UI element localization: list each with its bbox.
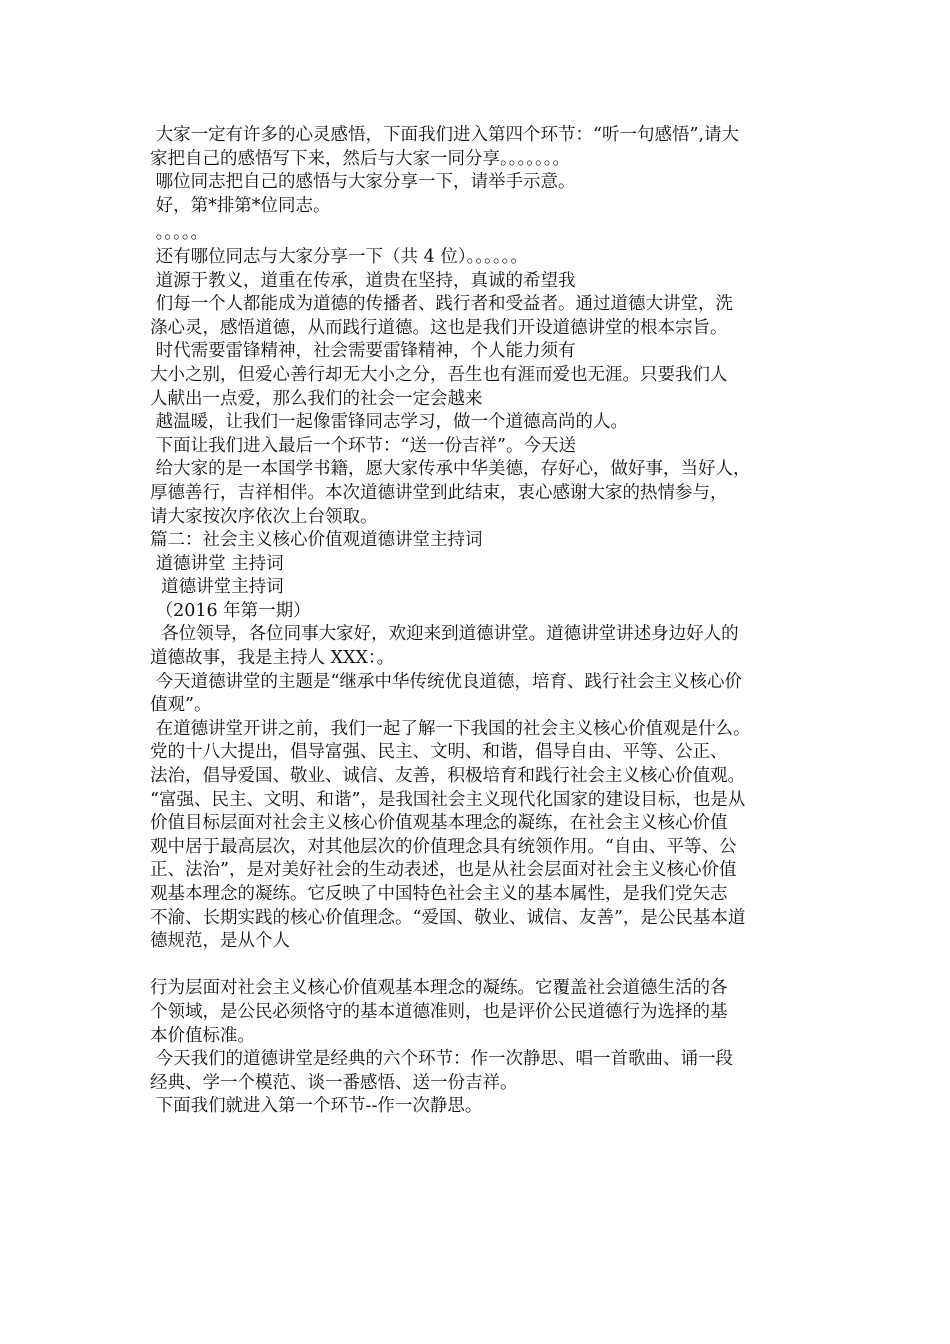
text-line: 还有哪位同志与大家分享一下（共 4 位）。。。。。。: [150, 246, 528, 267]
text-line: 价值目标层面对社会主义核心价值观基本理念的凝练，在社会主义核心价值: [150, 813, 728, 834]
text-line: 。。。。。: [150, 223, 209, 244]
text-line: 厚德善行，吉祥相伴。本次道德讲堂到此结束，衷心感谢大家的热情参与，: [150, 482, 728, 503]
text-line: “富强、民主、文明、和谐”，是我国社会主义现代化国家的建设目标，也是从: [150, 789, 746, 810]
text-line: 人献出一点爱，那么我们的社会一定会越来: [150, 388, 483, 409]
text-line: 道德讲堂 主持词: [150, 553, 284, 574]
text-line: 大小之别，但爱心善行却无大小之分，吾生也有涯而爱也无涯。只要我们人: [150, 364, 728, 385]
text-line: 道源于教义，道重在传承，道贵在坚持，真诚的希望我: [150, 270, 576, 291]
text-line: 好，第*排第*位同志。: [150, 195, 331, 216]
text-line: 大家一定有许多的心灵感悟，下面我们进入第四个环节：“听一句感悟”,请大: [150, 125, 740, 145]
text-line: 不渝、长期实践的核心价值理念。“爱国、敬业、诚信、友善”，是公民基本道: [150, 907, 746, 928]
section-heading: 篇二：社会主义核心价值观道德讲堂主持词: [150, 530, 483, 551]
text-line: 行为层面对社会主义核心价值观基本理念的凝练。它覆盖社会道德生活的各: [150, 978, 728, 999]
text-line: 个领域，是公民必须恪守的基本道德准则，也是评价公民道德行为选择的基: [150, 1001, 728, 1022]
text-line: 法治，倡导爱国、敬业、诚信、友善，积极培育和践行社会主义核心价值观。: [150, 766, 745, 787]
text-line: 经典、学一个模范、谈一番感悟、送一份吉祥。: [150, 1072, 518, 1093]
text-line: 今天道德讲堂的主题是“继承中华传统优良道德，培育、践行社会主义核心价: [150, 671, 743, 692]
text-line: 本价值标准。: [150, 1025, 255, 1046]
text-line: 观中居于最高层次，对其他层次的价值理念具有统领作用。“自由、平等、公: [150, 836, 737, 857]
text-line: 哪位同志把自己的感悟与大家分享一下，请举手示意。: [150, 172, 576, 193]
blank-line: [150, 954, 810, 978]
text-line: 观基本理念的凝练。它反映了中国特色社会主义的基本属性，是我们党矢志: [150, 884, 728, 904]
text-line: 值观”。: [150, 695, 212, 716]
text-line: 请大家按次序依次上台领取。: [150, 506, 378, 527]
text-line: 们每一个人都能成为道德的传播者、践行者和受益者。通过道德大讲堂，洗: [150, 294, 734, 315]
text-line: 党的十八大提出，倡导富强、民主、文明、和谐，倡导自由、平等、公正、: [150, 742, 728, 763]
text-line: 各位领导，各位同事大家好，欢迎来到道德讲堂。道德讲堂讲述身边好人的: [150, 624, 739, 645]
text-line: 今天我们的道德讲堂是经典的六个环节：作一次静思、唱一首歌曲、诵一段: [150, 1049, 734, 1070]
text-line: 越温暖，让我们一起像雷锋同志学习，做一个道德高尚的人。: [150, 412, 629, 433]
document-page: [150, 124, 810, 1119]
text-line: 下面我们就进入第一个环节--作一次静思。: [150, 1096, 483, 1117]
text-line: 时代需要雷锋精神，社会需要雷锋精神，个人能力须有: [150, 341, 576, 362]
text-line: （2016 年第一期）: [150, 600, 311, 621]
text-line: 下面让我们进入最后一个环节：“送一份吉祥”。今天送: [150, 435, 576, 456]
text-line: 在道德讲堂开讲之前，我们一起了解一下我国的社会主义核心价值观是什么。: [150, 718, 751, 739]
text-line: 道德故事，我是主持人 XXX：。: [150, 648, 395, 669]
text-line: 道德讲堂主持词: [150, 577, 284, 598]
text-line: 给大家的是一本国学书籍，愿大家传承中华美德，存好心，做好事，当好人，: [150, 459, 751, 480]
text-line: 涤心灵，感悟道德，从而践行道德。这也是我们开设道德讲堂的根本宗旨。: [150, 317, 728, 338]
text-line: 家把自己的感悟写下来，然后与大家一同分享。。。。。。。: [150, 148, 570, 169]
text-line: 正、法治”，是对美好社会的生动表述，也是从社会层面对社会主义核心价值: [150, 860, 737, 881]
text-line: 德规范，是从个人: [150, 931, 290, 952]
